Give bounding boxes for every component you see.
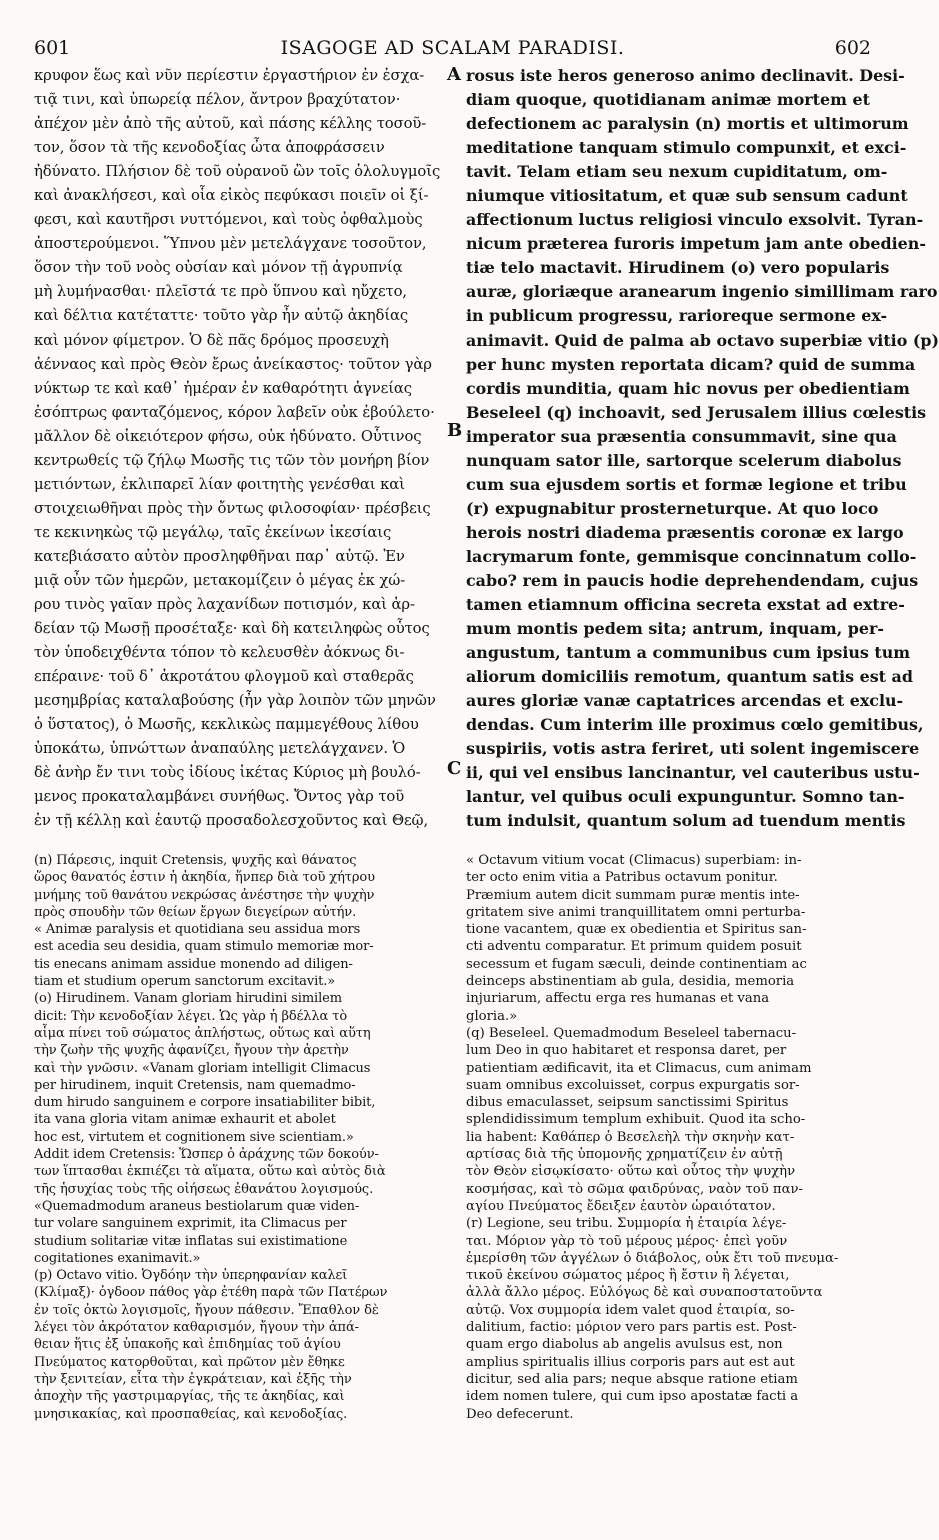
latin-text-line: niumque vitiositatum, et quæ sub sensum cadunt [466, 186, 908, 206]
margin-marker-b: B [447, 420, 463, 441]
footnote-line: gritatem sive animi tranquillitatem omni perturba- [466, 904, 806, 920]
latin-text-line: Beseleel (q) inchoavit, sed Jerusalem illius cœlestis [466, 402, 927, 422]
greek-text-line: ὅσον τὴν τοῦ νοὸς οὐσίαν καὶ μόνον τῇ ἀγρυπνίᾳ [34, 259, 403, 277]
footnote-line: τῆς ἡσυχίας τοὺς τῆς οἰήσεως ἐθανάτου λογισμούς. [34, 1181, 374, 1197]
footnote-line: «Quemadmodum araneus bestiolarum quæ viden- [34, 1198, 360, 1214]
latin-text-line: meditatione tanquam stimulo compunxit, et exci- [466, 138, 907, 158]
footnote-line: αρτίσας διὰ τῆς ὑπομονῆς χρηματίζειν ἐν αὐτῇ [466, 1147, 783, 1163]
footnote-line: ἐμερίσθη τῶν ἀγγέλων ὁ διάβολος, οὐκ ἔτι τοῦ πνευμα- [466, 1250, 839, 1266]
greek-text-line: ὑποκάτω, ὑπνώττων ἀναπαύλης μετελάγχανεν. Ὁ [34, 740, 406, 758]
footnote-line: (o) Hirudinem. Vanam gloriam hirudini similem [34, 991, 342, 1007]
footnote-line: hoc est, virtutem et cognitionem sive scientiam.» [34, 1129, 354, 1145]
latin-text-line: animavit. Quid de palma ab octavo superbiæ vitio (p) [466, 330, 939, 350]
footnote-line: secessum et fugam sæculi, deinde continentiam ac [466, 956, 807, 972]
footnote-line: dibus emaculasset, seipsum sanctissimi Spiritus [466, 1095, 789, 1111]
footnote-line: ὥρος θανατός ἐστιν ἡ ἀκηδία, ἥνπερ διὰ τοῦ χήτρου [34, 870, 375, 886]
footnote-line: quam ergo diabolus ab angelis avulsus est, non [466, 1337, 783, 1353]
greek-text-line: μὴ λυμήνασθαι· πλεῖστά τε πρὸ ὕπνου καὶ ηὔχετο, [34, 283, 408, 301]
footnote-line: τὴν ζωὴν τῆς ψυχῆς ἀφανίζει, ἤγουν τὴν ἀρετὴν [34, 1043, 349, 1059]
greek-text-line: μενος προκαταλαμβάνει συνήθως. Ὄντος γὰρ τοῦ [34, 788, 405, 806]
footnote-line: idem nomen tulere, qui cum ipso apostatæ facti a [466, 1389, 799, 1405]
footnote-line: ἐν τοῖς ὀκτὼ λογισμοῖς, ἤγουν πάθεσιν. Ἔπαθλον δὲ [34, 1302, 379, 1318]
greek-text-line: φεσι, καὶ καυτῆρσι νυττόμενοι, καὶ τοὺς ὀφθαλμοὺς [34, 211, 423, 229]
footnote-line: tis enecans animam assidue monendo ad diligen- [34, 956, 353, 972]
footnotes-right-column [466, 852, 872, 1423]
greek-text-line: ἀπέχον μὲν ἀπὸ τῆς αὐτοῦ, καὶ πάσης κέλλης τοσοῦ- [34, 115, 427, 133]
footnote-line: est acedia seu desidia, quam stimulo memoriæ mor- [34, 939, 374, 955]
footnote-line: μνησικακίας, καὶ προσπαθείας, καὶ κενοδοξίας. [34, 1406, 348, 1422]
latin-text-line: imperator sua præsentia consummavit, sine qua [466, 426, 897, 446]
footnote-line: (n) Πάρεσις, inquit Cretensis, ψυχῆς καὶ θάνατος [34, 853, 357, 868]
footnote-line: Πνεύματος κατορθοῦται, καὶ πρῶτον μὲν ἔθηκε [34, 1354, 345, 1370]
footnote-line: Deo defecerunt. [466, 1406, 574, 1422]
latin-text-line: mum montis pedem sita; antrum, inquam, per- [466, 619, 884, 639]
latin-text-line: tamen etiamnum officina secreta exstat ad extre- [466, 595, 905, 615]
running-header [34, 38, 871, 58]
footnote-line: tur volare sanguinem exprimit, ita Climacus per [34, 1216, 347, 1232]
latin-text-line: cabo? rem in paucis hodie deprehendendam, cujus [466, 570, 919, 590]
footnote-line: suam omnibus excoluisset, corpus expurgatis sor- [466, 1077, 800, 1093]
footnote-line: patientiam ædificavit, ita et Climacus, cum animam [466, 1060, 812, 1076]
latin-text-line: suspiriis, votis astra feriret, uti solent ingemiscere [466, 739, 920, 759]
footnote-line: αἷμα πίνει τοῦ σώματος ἀπλήστως, οὕτως καὶ αὕτη [34, 1025, 371, 1041]
footnote-line: « Octavum vitium vocat (Climacus) superbiam: in- [466, 853, 802, 868]
footnote-line: των ἵπτασθαι ἐκπιέζει τὰ αἵματα, οὕτω καὶ αὐτὸς διὰ [34, 1164, 386, 1180]
footnote-line: λέγει τὸν ἀκρότατον καθαρισμόν, ἤγουν τὴν ἀπά- [34, 1320, 359, 1336]
footnote-line: injuriarum, affectu erga res humanas et vana [466, 991, 770, 1007]
greek-text-line: κρυφον ἕως καὶ νῦν περίεστιν ἐργαστήριον ἐν ἐσχα- [34, 67, 425, 84]
greek-text-line: δὲ ἀνὴρ ἔν τινι τοὺς ἰδίους ἱκέτας Κύριος μὴ βουλό- [34, 764, 421, 782]
footnote-line: ita vana gloria vitam animæ exhaurit et abolet [34, 1112, 336, 1128]
latin-text-line: (r) expugnabitur prosterneturque. At quo loco [466, 498, 879, 518]
latin-text-line: angustum, tantum a communibus cum ipsius tum [466, 643, 911, 663]
latin-text-line: aures gloriæ vanæ captatrices arcendas et exclu- [466, 691, 904, 711]
footnote-line: deinceps abstinentiam ab gula, desidia, memoria [466, 974, 795, 990]
latin-text-line: tavit. Telam etiam seu nexum cupiditatum, om- [466, 162, 888, 182]
greek-text-line: ρου τινὸς γαῖαν πρὸς λαχανίδων ποτισμόν, καὶ ἀρ- [34, 596, 415, 614]
footnote-line: ter octo enim vitia a Patribus octavum ponitur. [466, 870, 778, 886]
footnote-line: studium solitariæ vitæ inflatas sui existimatione [34, 1233, 348, 1249]
footnote-line: αγίου Πνεύματος ἔδειξεν ἑαυτὸν ὡραιότατον. [466, 1198, 776, 1214]
greek-text-line: καὶ μόνον φίμετρον. Ὁ δὲ πᾶς δρόμος προσευχὴ [34, 331, 389, 349]
greek-text-line: στοιχειωθῆναι πρὸς τὴν ὄντως φιλοσοφίαν· πρέσβεις [34, 499, 431, 517]
footnote-line: dicit: Τὴν κενοδοξίαν λέγει. Ὡς γὰρ ἡ βδέλλα τὸ [34, 1008, 348, 1024]
footnote-line: ται. Μόριον γὰρ τὸ τοῦ μέρους μέρος· ἐπεὶ γοῦν [466, 1233, 788, 1249]
greek-text-line: ἀένναος καὶ πρὸς Θεὸν ἔρως ἀνείκαστος· τοῦτον γὰρ [34, 355, 432, 373]
footnote-line: κοσμήσας, καὶ τὸ σῶμα φαιδρύνας, ναὸν τοῦ παν- [466, 1181, 803, 1197]
footnote-line: τικοῦ ἐκείνου σώματος μέρος ἢ ἔστιν ἢ λέγεται, [466, 1268, 790, 1284]
greek-text-line: μᾶλλον δὲ οἰκειότερον φήσω, οὐκ ἠδύνατο. Οὗτινος [34, 427, 422, 445]
footnote-line: τὸν Θεὸν εἰσῳκίσατο· οὕτω καὶ οὗτος τὴν ψυχὴν [466, 1164, 796, 1180]
footnote-line: Præmium autem dicit summam puræ mentis inte- [466, 887, 800, 903]
footnote-line: dicitur, sed alia pars; neque absque ratione etiam [466, 1371, 798, 1387]
margin-marker-a: A [447, 64, 461, 85]
greek-text-line: ἠδύνατο. Πλήσιον δὲ τοῦ οὐρανοῦ ὢν τοῖς ὀλολυγμοῖς [34, 163, 441, 181]
greek-text-line: ἐσόπτρως φανταζόμενος, κόρον λαβεῖν οὐκ ἐβούλετο· [34, 403, 435, 421]
footnote-line: lia habent: Καθάπερ ὁ Βεσελεὴλ τὴν σκηνὴν κατ- [466, 1129, 795, 1145]
latin-text-line: defectionem ac paralysin (n) mortis et ultimorum [466, 114, 909, 134]
footnote-line: καὶ τὴν γνῶσιν. «Vanam gloriam intelligit Climacus [34, 1060, 371, 1076]
greek-text-line: τε κεκινηκὼς τῷ μεγάλῳ, ταῖς ἐκείνων ἱκεσίαις [34, 523, 392, 541]
latin-text-line: diam quoque, quotidianam animæ mortem et [466, 90, 870, 110]
footnote-line: gloria.» [466, 1008, 518, 1024]
footnote-line: ἀποχὴν τῆς γαστριμαργίας, τῆς τε ἀκηδίας, καὶ [34, 1389, 345, 1405]
footnote-line: tione vacantem, quæ ex obedientia et Spiritus san- [466, 922, 807, 938]
footnote-line: « Animæ paralysis et quotidiana seu assidua mors [34, 922, 361, 938]
greek-text-line: καὶ δέλτια κατέταττε· τοῦτο γὰρ ἦν αὐτῷ ἀκηδίας [34, 307, 409, 325]
footnotes-left-column [34, 852, 440, 1423]
latin-text-line: per hunc mysten reportata dicam? quid de summa [466, 354, 916, 374]
greek-text-line: ἀποστερούμενοι. Ὕπνου μὲν μετελάγχανε τοσοῦτον, [34, 235, 427, 253]
footnote-line: splendidissimum templum exhibuit. Quod ita scho- [466, 1112, 806, 1128]
latin-text-line: nunquam sator ille, sartorque scelerum diabolus [466, 450, 902, 470]
latin-text-line: lantur, vel quibus oculi expunguntur. Somno tan- [466, 787, 905, 807]
latin-text-line: rosus iste heros generoso animo declinavit. Desi- [466, 66, 905, 85]
latin-text-line: cum sua ejusdem sortis et formæ legione et tribu [466, 474, 907, 494]
latin-text-line: herois nostri diadema præsentis coronæ ex largo [466, 522, 904, 542]
greek-text-line: τὸν ὑποδειχθέντα τόπον τὸ κελευσθὲν ἀόκνως δι- [34, 644, 405, 662]
greek-text-line: μεσημβρίας καταλαβούσης (ἦν γὰρ λοιπὸν τῶν μηνῶν [34, 692, 436, 710]
latin-text-line: dendas. Cum interim ille proximus cœlo gemitibus, [466, 715, 924, 735]
greek-text-line: μετιόντων, ἐκλιπαρεῖ λίαν φοιτητὴς γενέσθαι καὶ [34, 475, 405, 493]
greek-text-line: δείαν τῷ Μωσῇ προσέταξε· καὶ δὴ κατειληφὼς οὗτος [34, 620, 430, 638]
footnote-line: τὴν ξενιτείαν, εἶτα τὴν ἐγκράτειαν, καὶ ἑξῆς τὴν [34, 1371, 352, 1387]
greek-text-line: κεντρωθείς τῷ ζήλῳ Μωσῆς τις τῶν τὸν μονήρη βίον [34, 451, 430, 469]
greek-text-line: μιᾷ οὖν τῶν ἡμερῶν, μετακομίζειν ὁ μέγας ἐκ χώ- [34, 571, 406, 589]
greek-text-line: τιᾷ τινι, καὶ ὑπωρείᾳ πέλον, ἄντρον βραχύτατον· [34, 91, 401, 109]
greek-text-line: επέραινε· τοῦ δ᾽ ἀκροτάτου φλογμοῦ καὶ σταθερᾶς [34, 668, 414, 686]
latin-text-line: affectionum luctus religiosi vinculo exsolvit. Tyran- [466, 210, 924, 230]
footnote-line: cogitationes exanimavit.» [34, 1250, 201, 1266]
footnotes [34, 852, 871, 1512]
footnote-line: tiam et studium operum sanctorum excitavit.» [34, 974, 336, 990]
margin-marker-c: C [447, 758, 462, 779]
greek-text-line: ὁ ὕστατος), ὁ Μωσῆς, κεκλικὼς παμμεγέθους λίθου [34, 716, 419, 734]
greek-text-line: καὶ ἀνακλήσεσι, καὶ οἷα εἰκὸς πεφύκασι ποιεῖν οἱ ξί- [34, 187, 429, 205]
footnote-line: lum Deo in quo habitaret et responsa daret, per [466, 1043, 787, 1059]
greek-text-line: κατεβιάσατο αὐτὸν προσληφθῆναι παρ᾽ αὐτῷ. Ἐν [34, 547, 405, 565]
footnote-line: amplius spiritualis illius corporis pars aut est aut [466, 1354, 795, 1370]
latin-text-column [466, 64, 939, 834]
latin-text-line: tiæ telo mactavit. Hirudinem (o) vero popularis [466, 258, 890, 278]
footnote-line: ἀλλὰ ἄλλο μέρος. Εὐλόγως δὲ καὶ συναποστατοῦντα [466, 1285, 823, 1301]
page-number-right: 602 [834, 37, 871, 59]
latin-text-line: lacrymarum fonte, gemmisque concinnatum collo- [466, 546, 917, 566]
footnote-line: (q) Beseleel. Quemadmodum Beseleel tabernacu- [466, 1025, 797, 1041]
main-text [34, 64, 939, 836]
greek-text-column [34, 64, 440, 834]
footnote-line: αὐτῷ. Vox συμμορία idem valet quod ἑταιρία, so- [466, 1302, 795, 1318]
latin-text-line: nicum præterea furoris impetum jam ante obedien- [466, 234, 926, 254]
footnote-line: cti adventu comparatur. Et primum quidem posuit [466, 939, 802, 955]
footnote-line: (p) Octavo vitio. Ὀγδόην τὴν ὑπερηφανίαν καλεῖ [34, 1268, 348, 1284]
footnote-line: (r) Legione, seu tribu. Συμμορία ἡ ἑταιρία λέγε- [466, 1216, 787, 1232]
latin-text-line: tum indulsit, quantum solum ad tuendum mentis [466, 811, 906, 831]
latin-text-line: auræ, gloriæque aranearum ingenio simillimam raro [466, 282, 938, 302]
footnote-line: dum hirudo sanguinem e corpore insatiabiliter bibit, [34, 1095, 376, 1111]
footnote-line: (Κλίμαξ)· ὀγδοον πάθος γὰρ ἐτέθη παρὰ τῶν Πατέρων [34, 1285, 388, 1301]
page-number-left: 601 [34, 37, 71, 59]
greek-text-line: τον, ὅσον τὰ τῆς κενοδοξίας ὦτα ἀποφράσσειν [34, 139, 385, 157]
footnote-line: per hirudinem, inquit Cretensis, nam quemadmo- [34, 1077, 356, 1093]
footnote-line: θειαν ἥτις ἐξ ὑπακοῆς καὶ ἐπιδημίας τοῦ ἁγίου [34, 1337, 341, 1353]
latin-text-line: cordis munditia, quam hic novus per obedientiam [466, 378, 910, 398]
latin-text-line: aliorum domiciliis remotum, quantum satis est ad [466, 667, 913, 687]
footnote-line: Addit idem Cretensis: Ὥσπερ ὁ ἀράχνης τῶν δοκούν- [34, 1147, 379, 1163]
latin-text-line: in publicum progressu, rarioreque sermone ex- [466, 306, 888, 326]
footnote-line: πρὸς σπουδὴν τῶν θείων ἔργων διεγείρων αὐτήν. [34, 904, 357, 920]
latin-text-line: ii, qui vel ensibus lancinantur, vel cauteribus ustu- [466, 763, 920, 783]
footnote-line: μνήμης τοῦ θανάτου νεκρώσας ἀνέστησε τὴν ψυχὴν [34, 887, 375, 903]
footnote-line: dalitium, factio: μόριον vero pars partis est. Post- [466, 1320, 797, 1336]
greek-text-line: νύκτωρ τε καὶ καθ᾽ ἡμέραν ἐν καθαρότητι ἁγνείας [34, 379, 412, 397]
greek-text-line: ἐν τῇ κέλλῃ καὶ ἑαυτῷ προσαδολεσχοῦντος καὶ Θεῷ, [34, 812, 429, 830]
running-title: ISAGOGE AD SCALAM PARADISI. [280, 37, 625, 59]
